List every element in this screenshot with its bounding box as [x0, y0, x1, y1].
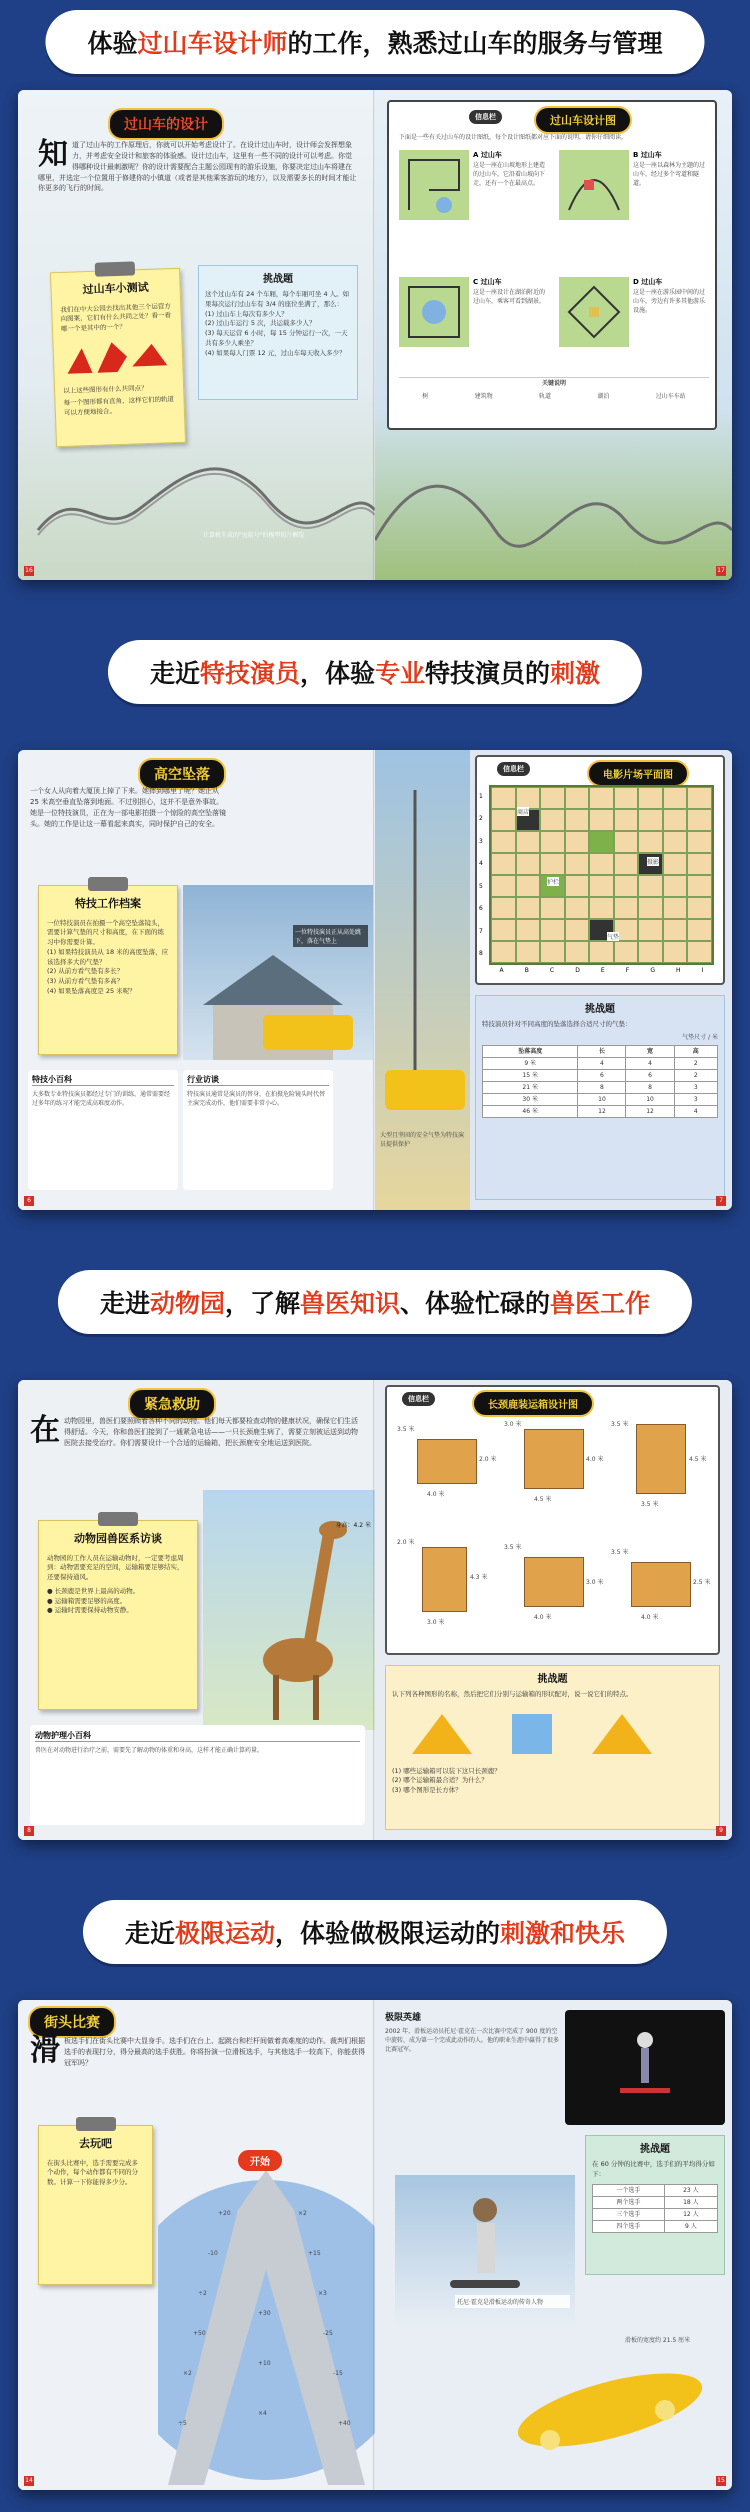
- grid-col-label: A: [499, 967, 504, 974]
- intro-paragraph: [30, 2033, 365, 2069]
- score-table: [592, 2184, 718, 2233]
- challenge-title: 挑战题: [263, 274, 293, 285]
- table-row: [593, 2184, 718, 2196]
- grid-col-label: F: [625, 967, 630, 974]
- paragraph-text: 动物园里，兽医们要照顾着各种不同的动物。他们每天都要检查动物的健康状况，确保它们生活得舒适。今天，你和兽医们接到了一通紧急电话——一只长颈鹿生病了，需要立刻被运送到动物医院去接受治疗。你们需要设计一个合适的运输箱，把长颈鹿安全地运送到医院。: [64, 1417, 358, 1447]
- page-number: 6: [24, 1196, 34, 1206]
- page-number: 8: [24, 1826, 34, 1836]
- header-text: ，体验做极限运动的: [275, 1919, 501, 1948]
- section-header: [45, 10, 704, 74]
- photo-caption: 托尼·霍克是滑板运动的传奇人物: [455, 2295, 570, 2308]
- crate-option: [397, 1537, 498, 1649]
- photo-caption: 一位特技演员正从高处跳下，落在气垫上: [293, 925, 368, 947]
- grid-label: 护栏: [547, 879, 560, 886]
- challenge-text: 认下列各种图形的名称，然后把它们分别与运输箱的形状配对，说一说它们的特点。: [392, 1690, 633, 1698]
- header-highlight: 过山车设计师: [137, 29, 288, 58]
- note-item: (4) 如果坠落高度是 25 米呢？: [47, 986, 136, 995]
- note-item: ● 运输箱需要足够的高度。: [47, 1596, 127, 1605]
- board-number: +40: [338, 2420, 351, 2427]
- photo-caption: 大型且坚固的安全气垫为特技演员提供保护: [380, 1132, 465, 1148]
- shapes-illustration-icon: [392, 1704, 692, 1759]
- shapes-illustration-icon: [61, 335, 172, 379]
- design-text: 这是一座在游乐园中间的过山车，旁边有许多其他游乐设施。: [633, 289, 706, 314]
- design-b: [559, 150, 709, 270]
- grid-row-label: 8: [479, 950, 483, 958]
- table-row: [593, 2220, 718, 2232]
- table-cell: 10: [626, 1093, 674, 1105]
- table-cell: 12 人: [664, 2208, 717, 2220]
- grid-row-label: 7: [479, 927, 483, 935]
- grid-label: 摄影: [647, 859, 660, 866]
- challenge-item: (3) 每天运营 6 小时，每 15 分钟运行一次，一天共有多少人乘坐？: [205, 329, 348, 347]
- grid-row-label: 5: [479, 882, 483, 890]
- dropcap: 滑: [30, 2033, 60, 2068]
- note-question: 以上这些图形有什么共同点？: [62, 383, 148, 395]
- table-cell: 4: [626, 1057, 674, 1069]
- note-item: ● 长颈鹿是世界上最高的动物。: [47, 1586, 140, 1595]
- table-cell: 四个选手: [593, 2220, 665, 2232]
- section-header: [83, 1900, 667, 1964]
- design-label: B 过山车: [633, 151, 662, 159]
- challenge-text: 特技演员针对不同高度的坠落选择合适尺寸的气垫：: [482, 1020, 632, 1028]
- airbag-photo: [375, 750, 470, 1210]
- book-spread: [18, 90, 732, 580]
- right-page: [375, 90, 732, 580]
- section-header: [108, 640, 642, 704]
- intro-paragraph: [38, 137, 358, 194]
- table-cell: 18 人: [664, 2196, 717, 2208]
- stunt-photo: [183, 885, 373, 1060]
- page-title: 紧急救助: [128, 1388, 216, 1420]
- box-title: 特技小百科: [32, 1074, 174, 1086]
- paragraph-text: 道了过山车的工作原理后，你就可以开始考虑设计了。在设计过山车时，设计师会发挥想象力，并考虑安全设计和旅客的体验感。设计过山车，这里有一些不同的设计可以考虑。你觉得哪种设计最刺激呢？你的设计需要配合主题公园现有的游乐设施，你要决定过山车将建在哪里，并选定一个位置用于修建你的小镇道（或者是其他乘客游玩的地方），以及需要多长的时间才能让你更多的飞行的时间。: [38, 141, 357, 193]
- table-cell: 21 米: [483, 1081, 578, 1093]
- table-row: [483, 1081, 718, 1093]
- board-number: -25: [323, 2330, 333, 2337]
- coaster-caption: 计算机生成的"远航号"的模型照片概览: [203, 532, 305, 539]
- crate-width: 4.5 米: [534, 1496, 552, 1503]
- stunt-facts-box: [28, 1070, 178, 1190]
- dropcap: 在: [30, 1413, 60, 1448]
- header-highlight: 兽医工作: [550, 1289, 651, 1318]
- table-cell: 12: [626, 1105, 674, 1117]
- crate-height: 4.5 米: [689, 1456, 707, 1463]
- table-row: [483, 1093, 718, 1105]
- box-title: 行业访谈: [187, 1074, 329, 1086]
- industry-interview-box: [183, 1070, 333, 1190]
- table-cell: 9 米: [483, 1057, 578, 1069]
- table-cell: 10: [578, 1093, 626, 1105]
- page-number: 14: [25, 2477, 33, 2484]
- note-item: (3) 从前方看气垫有多高？: [47, 977, 124, 985]
- crate-depth: 2.0 米: [397, 1539, 415, 1546]
- design-text: 这是一座以森林为主题的过山车，经过多个弯道和隧道。: [633, 162, 706, 187]
- challenge-title: 挑战题: [585, 1004, 615, 1015]
- board-caption: 滑板的宽度约 21.5 厘米: [625, 2337, 691, 2344]
- paragraph-text: 板选手们在街头比赛中大显身手。选手们在台上、起跳台和栏杆间做着高难度的动作。裁判们根据选手的表现打分，得分最高的选手获胜。你将扮演一位滑板选手，与其他选手一较高下，你能获得冠军吗？: [64, 2037, 365, 2067]
- board-number: ×3: [318, 2290, 327, 2297]
- note-item: (1) 如果特技演员从 18 米的高度坠落，应该选择多大的气垫？: [47, 947, 169, 966]
- board-number: +15: [308, 2250, 321, 2257]
- section-stunt: [0, 630, 750, 1230]
- legend-item: 轨道: [538, 393, 551, 400]
- header-text: ，体验: [299, 659, 375, 688]
- intro-paragraph: [30, 1413, 360, 1449]
- crate-depth: 3.0 米: [504, 1421, 522, 1428]
- header-text: 走进: [99, 1289, 150, 1318]
- table-header: 高: [674, 1045, 717, 1057]
- right-page: [375, 750, 732, 1210]
- table-header-row: [483, 1045, 718, 1057]
- header-text: 、体验忙碌的: [400, 1289, 551, 1318]
- design-label: D 过山车: [633, 278, 663, 286]
- intro-paragraph: 一个女人从向着大厦顶上掉了下来。她摔到哪里了呢？她正从 25 米高空垂直坠落到地面。不过别担心，这并不是意外事故。她是一位特技演员，正在为一部电影拍摄一个惊险的高空坠落镜头。她的工作是让这一幕看起来真实，同时保护自己的安全。: [30, 787, 226, 828]
- table-header: 坠落高度: [483, 1045, 578, 1057]
- board-number: +20: [218, 2210, 231, 2217]
- grid-label: 气垫: [607, 934, 620, 941]
- panel-title: 电影片场平面图: [587, 760, 689, 787]
- header-highlight: 极限运动: [174, 1919, 275, 1948]
- board-number: -10: [208, 2250, 218, 2257]
- challenge-box: [585, 2135, 725, 2275]
- design-a: [399, 150, 549, 270]
- box-text: 兽医在对动物进行治疗之前，需要先了解动物的体重和身高，这样才能正确计算药量。: [35, 1747, 264, 1754]
- crate-option: [504, 1537, 605, 1649]
- grid-col-label: G: [650, 967, 655, 974]
- crate-option: [397, 1419, 498, 1531]
- table-cell: 2: [674, 1069, 717, 1081]
- crate-width: 4.0 米: [641, 1614, 659, 1621]
- challenge-item: (3) 哪个图形是长方体？: [392, 1786, 462, 1794]
- table-cell: 2: [674, 1057, 717, 1069]
- design-c: [399, 277, 549, 367]
- table-cell: 两个选手: [593, 2196, 665, 2208]
- right-page: [375, 2000, 732, 2490]
- board-number: +50: [193, 2330, 206, 2337]
- note-title: 动物园兽医系访谈: [74, 1532, 162, 1545]
- board-number: ×2: [183, 2370, 192, 2377]
- challenge-box: [475, 995, 725, 1200]
- page-number: 15: [717, 2477, 725, 2484]
- table-cell: 4: [578, 1057, 626, 1069]
- crate-box-icon: [417, 1439, 477, 1484]
- airbag-size-table: [482, 1045, 718, 1118]
- board-number: +30: [258, 2310, 271, 2317]
- board-number: -15: [333, 2370, 343, 2377]
- crate-box-icon: [422, 1547, 467, 1612]
- note-text: 一位特技演员在拍摄一个高空坠落镜头，需要计算气垫的尺寸和高度，在下面的练习中你需要计算。: [47, 918, 164, 946]
- design-text: 这是一座设计在湖泊附近的过山车，乘客可看到湖景。: [473, 289, 546, 305]
- stunt-profile-note: [38, 885, 178, 1055]
- crate-option: [504, 1419, 605, 1531]
- grid-row-label: 4: [479, 860, 483, 868]
- challenge-box: [198, 265, 358, 400]
- header-text: 体验: [87, 29, 138, 58]
- header-text: ，了解: [224, 1289, 300, 1318]
- legend: [399, 377, 709, 422]
- clipboard-clip-icon: [88, 877, 128, 891]
- table-cell: 8: [626, 1081, 674, 1093]
- grid-col-label: H: [676, 967, 681, 974]
- page-number: 16: [25, 567, 33, 574]
- box-text: 2002 年，滑板运动员托尼·霍克在一次比赛中完成了 900 度的空中旋转，成为第一个完成此动作的人。他的职业生涯中赢得了很多比赛冠军。: [385, 2028, 560, 2053]
- grid-row-label: 2: [479, 815, 483, 823]
- box-title: 动物护理小百科: [35, 1730, 360, 1742]
- skater-jump-photo-icon: [565, 2010, 725, 2125]
- header-highlight: 刺激: [550, 659, 601, 688]
- crate-box-icon: [631, 1562, 691, 1607]
- page-number: 17: [717, 567, 725, 574]
- crate-height: 2.0 米: [479, 1456, 497, 1463]
- left-page: [18, 2000, 375, 2490]
- box-text: 特技演员通常是演员的替身，在拍摄危险镜头时代替主演完成动作，他们需要非常小心。: [187, 1091, 326, 1107]
- header-highlight: 动物园: [149, 1289, 225, 1318]
- challenge-text: 在 60 分钟的比赛中，选手们的平均得分如下：: [592, 2160, 715, 2178]
- info-tag: 信息栏: [469, 110, 502, 124]
- coaster-hills-illustration-icon: [375, 430, 732, 560]
- info-tag: 信息栏: [402, 1392, 435, 1406]
- design-label: A 过山车: [473, 151, 502, 159]
- header-text: 特技演员的: [425, 659, 551, 688]
- legend-item: 建筑物: [474, 393, 493, 400]
- grid-col-label: E: [600, 967, 605, 974]
- table-cell: 4: [674, 1105, 717, 1117]
- crate-height: 3.0 米: [586, 1579, 604, 1586]
- table-cell: 9 人: [664, 2220, 717, 2232]
- crate-width: 3.5 米: [641, 1501, 659, 1508]
- grid-col-label: B: [524, 967, 529, 974]
- crate-height: 4.3 米: [470, 1574, 488, 1581]
- note-item: (2) 从前方看气垫有多长？: [47, 967, 124, 976]
- note-text: 我们在中大公园去找出其他三个运营方向图案，它们有什么共同之处？看一看哪一个是其中的一个？: [60, 301, 172, 333]
- note-answer: 每一个图形都有直角，这样它们的轨道可以方便地接合。: [63, 395, 175, 417]
- challenge-item: (1) 哪些运输箱可以装下这只长颈鹿？: [392, 1766, 501, 1775]
- page-title: 过山车的设计: [108, 108, 224, 140]
- map-c-icon: [399, 277, 469, 347]
- skateboarder-photo: [395, 2175, 575, 2325]
- table-cell: 23 人: [664, 2184, 717, 2196]
- section-extreme-sports: [0, 1890, 750, 2512]
- dropcap: 知: [38, 137, 68, 172]
- grid-col-label: I: [701, 967, 704, 974]
- table-row: [483, 1057, 718, 1069]
- crate-height: 4.0 米: [586, 1456, 604, 1463]
- crate-depth: 3.5 米: [611, 1421, 629, 1428]
- table-cell: 6: [578, 1069, 626, 1081]
- giraffe-height-label: 身高：4.2 米: [335, 1522, 371, 1529]
- right-page: [375, 1380, 732, 1840]
- design-panel: [387, 100, 717, 430]
- table-cell: 8: [578, 1081, 626, 1093]
- table-cell: 三个选手: [593, 2208, 665, 2220]
- left-page: [18, 1380, 375, 1840]
- table-row: [483, 1069, 718, 1081]
- info-tag: 信息栏: [497, 762, 530, 776]
- board-number: +10: [258, 2360, 271, 2367]
- header-highlight: 兽医知识: [300, 1289, 401, 1318]
- table-cell: 12: [578, 1105, 626, 1117]
- header-highlight: 专业: [375, 659, 426, 688]
- board-number: ÷5: [178, 2420, 187, 2427]
- box-title: 极限英雄: [385, 2013, 422, 2023]
- note-title: 过山车小测试: [82, 280, 149, 297]
- challenge-title: 挑战题: [537, 1674, 568, 1685]
- design-label: C 过山车: [473, 278, 502, 286]
- book-spread: [18, 1380, 732, 1840]
- legend-item: 过山车车站: [655, 393, 686, 400]
- go-play-note: [38, 2125, 153, 2285]
- skateboard-icon: [495, 2330, 725, 2480]
- grid-row-label: 1: [479, 792, 483, 800]
- giraffe-photo: [203, 1490, 375, 1730]
- table-cell: 6: [626, 1069, 674, 1081]
- header-highlight: 刺激和快乐: [500, 1919, 626, 1948]
- table-unit: 气垫尺寸 / 米: [682, 1033, 718, 1041]
- table-header: 长: [578, 1045, 626, 1057]
- note-title: 去玩吧: [79, 2137, 112, 2150]
- section-header: [58, 1270, 692, 1334]
- header-text: 走近: [149, 659, 200, 688]
- legend-title: 关键说明: [541, 380, 566, 387]
- page-number: 9: [716, 1826, 726, 1836]
- vet-interview-note: [38, 1520, 198, 1710]
- crate-box-icon: [524, 1557, 584, 1607]
- page-number: 7: [716, 1196, 726, 1206]
- crate-width: 4.0 米: [534, 1614, 552, 1621]
- crate-design-panel: [385, 1385, 720, 1655]
- building-airbag-photo-icon: [183, 885, 373, 1060]
- table-cell: 15 米: [483, 1069, 578, 1081]
- book-spread: [18, 2000, 732, 2490]
- note-text: 动物园的工作人员在运输动物时，一定要考虑周到：动物需要充足的空间，运输箱要足够结实，还要保持通风。: [47, 1553, 184, 1581]
- challenge-title: 挑战题: [640, 2144, 670, 2155]
- header-highlight: 特技演员: [199, 659, 300, 688]
- grid-col-label: C: [549, 967, 555, 974]
- book-spread: [18, 750, 732, 1210]
- crate-depth: 3.5 米: [611, 1549, 629, 1556]
- clipboard-clip-icon: [98, 1512, 138, 1526]
- crate-height: 2.5 米: [693, 1579, 711, 1586]
- grid-col-label: D: [575, 967, 580, 974]
- crate-option: [611, 1537, 712, 1649]
- table-cell: 3: [674, 1081, 717, 1093]
- panel-title: 过山车设计图: [534, 106, 632, 134]
- page-title: 街头比赛: [28, 2006, 116, 2038]
- note-title: 特技工作档案: [75, 897, 141, 910]
- note-item: ● 运输时需要保持动物安静。: [47, 1606, 133, 1615]
- grid-row-label: 6: [479, 905, 483, 913]
- challenge-text: 这个过山车有 24 个车厢，每个车厢可坐 4 人。如果每次运行过山车有 3/4 的座位坐满了，那么：: [205, 290, 350, 308]
- table-header: 宽: [626, 1045, 674, 1057]
- header-text: 走近: [124, 1919, 175, 1948]
- section-roller-coaster: [0, 0, 750, 600]
- challenge-box: [385, 1665, 720, 1830]
- clipboard-clip-icon: [95, 261, 135, 276]
- skateboard-diagram: [495, 2330, 725, 2480]
- design-d: [559, 277, 709, 367]
- map-b-icon: [559, 150, 629, 220]
- legend-item: 树: [422, 393, 429, 400]
- board-number: ×2: [298, 2210, 307, 2217]
- crate-depth: 3.5 米: [504, 1544, 522, 1551]
- animal-care-box: [30, 1725, 365, 1825]
- extreme-hero-box: [385, 2010, 560, 2160]
- section-zoo-vet: [0, 1260, 750, 1860]
- clipboard-clip-icon: [76, 2117, 116, 2131]
- board-number: ÷2: [198, 2290, 207, 2297]
- crate-box-icon: [636, 1424, 686, 1494]
- skater-photo: [565, 2010, 725, 2125]
- page-title: 高空坠落: [138, 758, 226, 790]
- panel-intro: 下面是一些有关过山车的设计图纸，每个设计图纸都对应下面的说明，请你仔细阅读。: [399, 134, 628, 141]
- challenge-item: (4) 如果每人门票 12 元，过山车每天收入多少？: [205, 348, 346, 357]
- table-cell: 3: [674, 1093, 717, 1105]
- challenge-item: (2) 哪个运输箱最合适？为什么？: [392, 1776, 488, 1785]
- legend-item: 湖泊: [597, 393, 610, 400]
- left-page: [18, 90, 375, 580]
- table-row: [593, 2196, 718, 2208]
- crate-option: [611, 1419, 712, 1531]
- crate-width: 3.0 米: [427, 1619, 445, 1626]
- start-label: 开始: [238, 2150, 282, 2171]
- map-a-icon: [399, 150, 469, 220]
- crate-box-icon: [524, 1429, 584, 1489]
- board-number: ×4: [258, 2410, 267, 2417]
- table-cell: 30 米: [483, 1093, 578, 1105]
- map-d-icon: [559, 277, 629, 347]
- header-text: 的工作，熟悉过山车的服务与管理: [287, 29, 663, 58]
- table-cell: 一个选手: [593, 2184, 665, 2196]
- panel-title: 长颈鹿装运箱设计图: [472, 1390, 594, 1417]
- skate-game-board: [158, 2110, 375, 2485]
- note-text: 在街头比赛中，选手需要完成多个动作，每个动作都有不同的分数。计算一下你能得多少分。: [47, 2158, 138, 2186]
- crate-width: 4.0 米: [427, 1491, 445, 1498]
- challenge-item: (1) 过山车上每次有多少人？: [205, 309, 288, 318]
- table-row: [483, 1105, 718, 1117]
- design-text: 这是一座在山坡地形上建造的过山车，它沿着山坡向下走，还有一个在最高点。: [473, 162, 546, 187]
- table-row: [593, 2208, 718, 2220]
- table-cell: 46 米: [483, 1105, 578, 1117]
- challenge-item: (2) 过山车运行 5 次，共运载多少人？: [205, 319, 316, 328]
- grid-label: 商店: [517, 809, 530, 816]
- crate-depth: 3.5 米: [397, 1426, 415, 1433]
- film-set-plan: [475, 755, 725, 985]
- grid-row-label: 3: [479, 837, 483, 845]
- left-page: [18, 750, 375, 1210]
- box-text: 大多数专业特技演员都经过专门的训练，通常需要经过多年的练习才能完成高难度动作。: [32, 1091, 171, 1107]
